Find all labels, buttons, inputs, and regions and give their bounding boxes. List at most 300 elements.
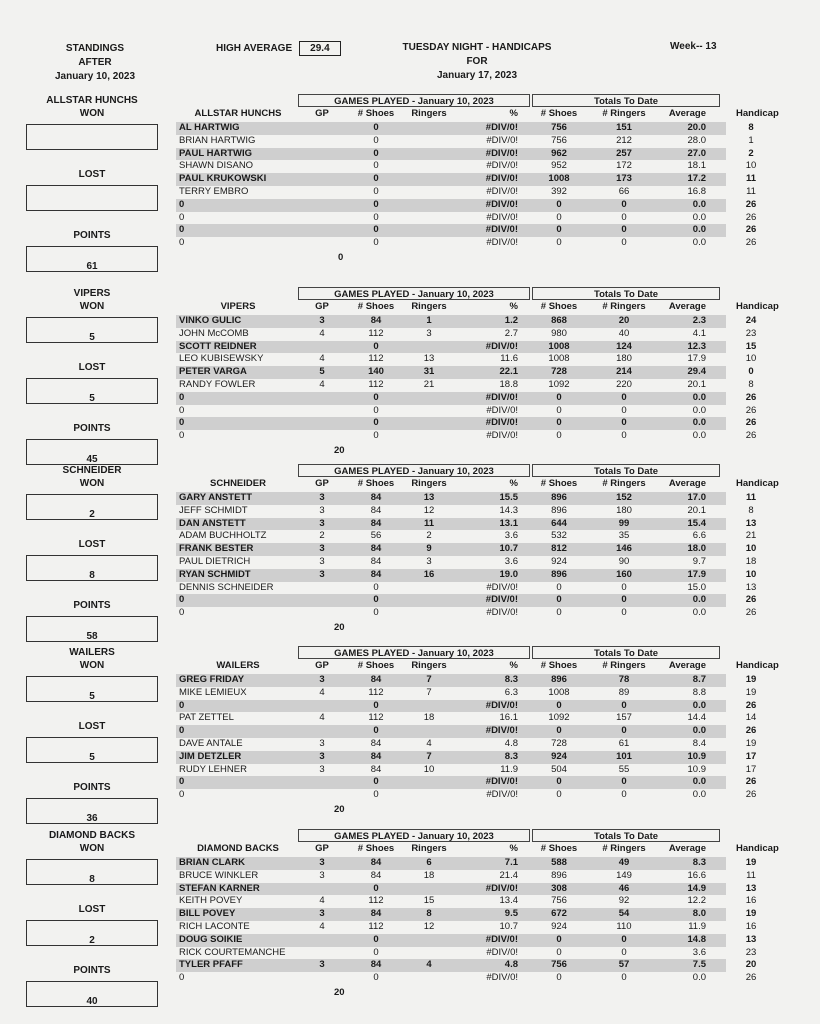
cell-name: 0 xyxy=(179,972,185,984)
cell-t_ringers: 46 xyxy=(618,882,630,894)
cell-t_shoes: 0 xyxy=(556,237,562,249)
shoes-header: # Shoes xyxy=(357,843,395,854)
cell-pct: #DIV/0! xyxy=(486,946,518,958)
cell-name: 0 xyxy=(179,594,185,606)
cell-hc: 18 xyxy=(745,555,757,567)
cell-shoes: 0 xyxy=(373,607,379,619)
cell-t_shoes: 924 xyxy=(551,555,567,567)
cell-shoes: 84 xyxy=(370,750,382,762)
points-label: POINTS xyxy=(73,600,111,611)
cell-t_ringers: 110 xyxy=(616,920,632,932)
cell-hc: 26 xyxy=(745,607,757,619)
cell-name: 0 xyxy=(179,776,185,788)
cell-gp: 4 xyxy=(319,712,325,724)
cell-avg: 18.0 xyxy=(687,543,706,555)
table-row xyxy=(176,674,757,687)
cell-ringers: 6 xyxy=(426,857,432,868)
cell-t_ringers: 212 xyxy=(616,134,632,146)
total-ringers-header: # Ringers xyxy=(602,843,646,854)
cell-hc: 2 xyxy=(748,147,754,159)
cell-t_shoes: 308 xyxy=(551,882,567,894)
player-rows xyxy=(176,674,772,802)
cell-t_ringers: 61 xyxy=(618,737,630,749)
cell-shoes: 112 xyxy=(368,378,384,390)
cell-t_ringers: 0 xyxy=(621,581,627,593)
cell-avg: 0.0 xyxy=(692,699,706,711)
spacer xyxy=(26,347,158,361)
points-box: 45 xyxy=(26,439,158,465)
cell-pct: #DIV/0! xyxy=(486,404,518,416)
cell-ringers: 9 xyxy=(426,543,432,555)
cell-t_ringers: 152 xyxy=(616,492,632,503)
cell-name: JIM DETZLER xyxy=(179,750,242,762)
cell-t_shoes: 1008 xyxy=(548,173,570,185)
cell-t_ringers: 214 xyxy=(616,366,632,378)
cell-hc: 26 xyxy=(745,404,757,416)
gp-total: 20 xyxy=(334,804,345,815)
cell-avg: 6.6 xyxy=(692,530,706,542)
cell-t_shoes: 812 xyxy=(551,543,567,555)
cell-avg: 10.9 xyxy=(687,750,706,762)
cell-t_ringers: 20 xyxy=(618,315,630,326)
cell-t_shoes: 0 xyxy=(556,198,562,210)
cell-name: PETER VARGA xyxy=(179,366,247,378)
cell-avg: 0.0 xyxy=(692,972,706,984)
cell-name: 0 xyxy=(179,391,185,403)
team-section xyxy=(0,287,820,477)
cell-pct: 3.6 xyxy=(504,530,518,542)
spacer xyxy=(26,215,158,229)
cell-shoes: 56 xyxy=(370,530,382,542)
lost-box: 5 xyxy=(26,378,158,404)
team-name-label: DIAMOND BACKS xyxy=(48,830,136,841)
cell-t_shoes: 672 xyxy=(551,908,567,920)
cell-avg: 0.0 xyxy=(692,417,706,429)
cell-hc: 23 xyxy=(745,327,757,339)
team-standings xyxy=(26,94,158,276)
cell-avg: 17.9 xyxy=(687,353,706,365)
cell-avg: 14.4 xyxy=(687,712,706,724)
cell-name: PAUL KRUKOWSKI xyxy=(179,173,267,185)
cell-avg: 7.5 xyxy=(692,959,706,971)
cell-t_shoes: 504 xyxy=(551,763,567,775)
average-header: Average xyxy=(668,301,706,312)
cell-ringers: 21 xyxy=(423,378,435,390)
cell-hc: 26 xyxy=(745,776,757,788)
column-headers xyxy=(176,108,779,121)
cell-avg: 29.4 xyxy=(687,366,706,378)
cell-ringers: 4 xyxy=(426,737,432,749)
cell-ringers: 12 xyxy=(423,920,435,932)
cell-name: RICK COURTEMANCHE xyxy=(179,946,286,958)
cell-avg: 0.0 xyxy=(692,430,706,442)
player-rows xyxy=(176,315,772,443)
cell-t_ringers: 0 xyxy=(621,699,627,711)
spacer xyxy=(26,154,158,168)
cell-t_shoes: 1008 xyxy=(548,353,570,365)
cell-shoes: 84 xyxy=(370,857,382,868)
cell-name: DAN ANSTETT xyxy=(179,517,246,529)
cell-name: DENNIS SCHNEIDER xyxy=(179,581,274,593)
cell-ringers: 3 xyxy=(426,327,432,339)
cell-shoes: 0 xyxy=(373,972,379,984)
cell-shoes: 0 xyxy=(373,430,379,442)
cell-shoes: 0 xyxy=(373,404,379,416)
cell-pct: #DIV/0! xyxy=(485,699,518,711)
pct-header: % xyxy=(509,478,518,489)
cell-pct: #DIV/0! xyxy=(486,160,518,172)
cell-pct: #DIV/0! xyxy=(486,972,518,984)
shoes-header: # Shoes xyxy=(357,301,395,312)
cell-hc: 26 xyxy=(745,725,757,737)
cell-t_shoes: 896 xyxy=(551,492,567,503)
cell-t_ringers: 35 xyxy=(618,530,630,542)
cell-ringers: 1 xyxy=(426,315,432,326)
cell-t_ringers: 146 xyxy=(616,543,632,555)
team-column-header: VIPERS xyxy=(220,301,256,312)
standings-date: January 10, 2023 xyxy=(54,71,136,82)
total-shoes-header: # Shoes xyxy=(540,660,578,671)
won-label: WON xyxy=(79,478,105,489)
table-row xyxy=(176,327,757,341)
cell-name: BRIAN HARTWIG xyxy=(179,134,256,146)
cell-pct: #DIV/0! xyxy=(485,173,518,185)
column-headers xyxy=(176,660,779,673)
games-played-header: GAMES PLAYED - January 10, 2023 xyxy=(298,464,530,477)
team-section xyxy=(0,646,820,836)
cell-t_ringers: 0 xyxy=(621,224,627,236)
cell-avg: 0.0 xyxy=(692,224,706,236)
cell-pct: 13.1 xyxy=(499,517,518,529)
cell-hc: 8 xyxy=(748,504,754,516)
spacer xyxy=(26,767,158,781)
cell-name: JOHN McCOMB xyxy=(179,327,249,339)
cell-hc: 26 xyxy=(745,594,757,606)
cell-pct: 4.8 xyxy=(504,737,518,749)
cell-name: 0 xyxy=(179,789,185,801)
cell-t_shoes: 0 xyxy=(556,607,562,619)
won-box: 5 xyxy=(26,676,158,702)
cell-name: KEITH POVEY xyxy=(179,895,243,907)
won-label: WON xyxy=(79,660,105,671)
table-row xyxy=(176,366,754,379)
cell-hc: 10 xyxy=(745,543,757,555)
lost-box xyxy=(26,185,158,211)
cell-pct: #DIV/0! xyxy=(485,776,518,788)
cell-hc: 17 xyxy=(745,750,757,762)
cell-t_ringers: 0 xyxy=(621,430,627,442)
spacer xyxy=(26,585,158,599)
cell-t_ringers: 92 xyxy=(618,895,630,907)
table-row xyxy=(176,173,757,186)
cell-shoes: 0 xyxy=(373,391,379,403)
high-average xyxy=(216,41,341,56)
table-row xyxy=(176,776,757,789)
cell-shoes: 84 xyxy=(370,908,382,920)
cell-shoes: 84 xyxy=(370,959,382,971)
cell-gp: 3 xyxy=(319,492,325,503)
cell-gp: 3 xyxy=(319,568,325,580)
table-row xyxy=(176,972,757,985)
lost-label: LOST xyxy=(78,539,106,550)
cell-gp: 3 xyxy=(319,959,325,971)
cell-hc: 26 xyxy=(745,972,757,984)
games-played-header: GAMES PLAYED - January 10, 2023 xyxy=(298,287,530,300)
spacer xyxy=(26,889,158,903)
team-name-label: WAILERS xyxy=(69,647,115,658)
cell-avg: 0.0 xyxy=(692,391,706,403)
gp-total: 0 xyxy=(338,252,344,263)
cell-ringers: 7 xyxy=(426,750,432,762)
spacer xyxy=(26,706,158,720)
cell-ringers: 31 xyxy=(423,366,435,378)
table-row xyxy=(176,378,754,392)
cell-shoes: 0 xyxy=(373,946,379,958)
table-row xyxy=(176,237,757,250)
cell-pct: #DIV/0! xyxy=(485,725,518,737)
cell-pct: 6.3 xyxy=(504,686,518,698)
cell-gp: 4 xyxy=(319,686,325,698)
gp-total: 20 xyxy=(334,622,345,633)
cell-avg: 16.8 xyxy=(687,185,706,197)
cell-t_shoes: 0 xyxy=(556,224,562,236)
cell-shoes: 112 xyxy=(368,895,384,907)
cell-shoes: 112 xyxy=(368,920,384,932)
cell-gp: 3 xyxy=(319,763,325,775)
cell-pct: 4.8 xyxy=(504,959,518,971)
cell-t_shoes: 728 xyxy=(551,366,567,378)
table-row xyxy=(176,555,757,569)
spacer xyxy=(26,408,158,422)
cell-hc: 13 xyxy=(745,882,757,894)
table-row xyxy=(176,789,757,802)
cell-gp: 3 xyxy=(319,737,325,749)
cell-shoes: 0 xyxy=(373,725,379,737)
cell-shoes: 84 xyxy=(370,869,382,881)
cell-avg: 17.0 xyxy=(687,492,706,503)
cell-avg: 8.7 xyxy=(692,674,706,685)
cell-t_ringers: 0 xyxy=(621,776,627,788)
cell-hc: 11 xyxy=(746,185,756,197)
cell-avg: 12.2 xyxy=(687,895,706,907)
cell-avg: 10.9 xyxy=(687,763,706,775)
cell-hc: 26 xyxy=(745,789,757,801)
cell-avg: 18.1 xyxy=(687,160,706,172)
cell-hc: 0 xyxy=(748,366,754,378)
cell-gp: 4 xyxy=(319,895,325,907)
cell-t_shoes: 644 xyxy=(551,517,567,529)
cell-hc: 15 xyxy=(745,340,757,352)
title-line2: January 17, 2023 xyxy=(436,70,518,81)
table-row xyxy=(176,750,757,764)
table-row xyxy=(176,857,757,870)
cell-gp: 4 xyxy=(319,920,325,932)
cell-pct: 8.3 xyxy=(504,750,518,762)
cell-t_shoes: 952 xyxy=(551,160,567,172)
cell-name: AL HARTWIG xyxy=(179,122,240,133)
cell-hc: 26 xyxy=(745,699,757,711)
team-column-header: SCHNEIDER xyxy=(210,478,266,489)
cell-gp: 3 xyxy=(319,315,325,326)
lost-box: 5 xyxy=(26,737,158,763)
cell-t_ringers: 0 xyxy=(621,789,627,801)
cell-shoes: 0 xyxy=(373,211,379,223)
cell-avg: 17.2 xyxy=(687,173,706,185)
cell-name: TERRY EMBRO xyxy=(179,185,249,197)
pct-header: % xyxy=(509,660,518,671)
average-header: Average xyxy=(668,478,706,489)
cell-pct: 3.6 xyxy=(504,555,518,567)
cell-name: 0 xyxy=(179,699,185,711)
table-row xyxy=(176,607,757,620)
cell-pct: #DIV/0! xyxy=(486,430,518,442)
cell-avg: 8.0 xyxy=(692,908,706,920)
table-row xyxy=(176,404,757,418)
cell-pct: #DIV/0! xyxy=(485,594,518,606)
cell-shoes: 84 xyxy=(370,543,382,555)
cell-hc: 23 xyxy=(745,946,757,958)
cell-t_ringers: 57 xyxy=(618,959,630,971)
cell-avg: 0.0 xyxy=(692,198,706,210)
cell-pct: #DIV/0! xyxy=(486,237,518,249)
cell-t_ringers: 66 xyxy=(618,185,630,197)
total-shoes-header: # Shoes xyxy=(540,301,578,312)
cell-t_shoes: 0 xyxy=(556,972,562,984)
cell-name: RANDY FOWLER xyxy=(179,378,256,390)
cell-avg: 0.0 xyxy=(692,776,706,788)
cell-shoes: 0 xyxy=(373,594,379,606)
cell-pct: 11.6 xyxy=(500,353,518,365)
cell-t_shoes: 896 xyxy=(551,504,567,516)
lost-box: 2 xyxy=(26,920,158,946)
cell-t_ringers: 151 xyxy=(616,122,632,133)
cell-name: SHAWN DISANO xyxy=(179,160,254,172)
total-ringers-header: # Ringers xyxy=(602,478,646,489)
team-section xyxy=(0,464,820,654)
cell-t_shoes: 0 xyxy=(556,725,562,737)
cell-t_shoes: 728 xyxy=(551,737,567,749)
cell-hc: 14 xyxy=(745,712,757,724)
ringers-header: Ringers xyxy=(411,478,447,489)
table-row xyxy=(176,492,757,505)
cell-avg: 20.0 xyxy=(687,122,706,133)
handicap-header: Handicap xyxy=(736,301,779,312)
won-box xyxy=(26,124,158,150)
standings-line2: AFTER xyxy=(78,57,112,68)
cell-pct: #DIV/0! xyxy=(485,224,518,236)
cell-shoes: 0 xyxy=(373,122,379,133)
cell-t_ringers: 257 xyxy=(616,147,632,159)
cell-hc: 10 xyxy=(745,353,757,365)
cell-shoes: 0 xyxy=(373,198,379,210)
cell-shoes: 0 xyxy=(373,160,379,172)
team-section xyxy=(0,829,820,1019)
cell-pct: 16.1 xyxy=(499,712,518,724)
table-row xyxy=(176,430,757,443)
cell-avg: 27.0 xyxy=(687,147,706,159)
cell-pct: #DIV/0! xyxy=(485,198,518,210)
cell-t_ringers: 0 xyxy=(621,933,627,945)
cell-avg: 3.6 xyxy=(692,946,706,958)
cell-shoes: 140 xyxy=(368,366,384,378)
cell-t_ringers: 0 xyxy=(621,237,627,249)
cell-t_ringers: 172 xyxy=(616,160,632,172)
cell-hc: 19 xyxy=(745,686,757,698)
games-played-header: GAMES PLAYED - January 10, 2023 xyxy=(298,94,530,107)
cell-pct: 9.5 xyxy=(504,908,518,920)
cell-t_shoes: 896 xyxy=(551,568,567,580)
cell-name: BRIAN CLARK xyxy=(179,857,245,868)
cell-pct: 2.7 xyxy=(504,327,518,339)
team-name-label: SCHNEIDER xyxy=(62,465,122,476)
cell-hc: 13 xyxy=(745,517,757,529)
cell-name: 0 xyxy=(179,198,185,210)
cell-t_shoes: 0 xyxy=(556,946,562,958)
cell-avg: 11.9 xyxy=(688,920,706,932)
high-average-value: 29.4 xyxy=(299,41,341,56)
handicap-header: Handicap xyxy=(736,478,779,489)
table-row xyxy=(176,417,757,430)
cell-pct: 7.1 xyxy=(504,857,518,868)
total-shoes-header: # Shoes xyxy=(540,843,578,854)
cell-ringers: 7 xyxy=(426,686,432,698)
cell-name: BILL POVEY xyxy=(179,908,236,920)
cell-shoes: 84 xyxy=(370,763,382,775)
total-ringers-header: # Ringers xyxy=(602,108,646,119)
cell-t_shoes: 1092 xyxy=(548,712,570,724)
cell-t_ringers: 55 xyxy=(618,763,630,775)
handicap-header: Handicap xyxy=(736,660,779,671)
cell-hc: 26 xyxy=(745,237,757,249)
cell-t_shoes: 0 xyxy=(556,430,562,442)
cell-ringers: 3 xyxy=(426,555,432,567)
cell-hc: 1 xyxy=(748,134,754,146)
column-headers xyxy=(176,478,779,491)
cell-t_shoes: 1008 xyxy=(548,340,570,352)
cell-name: RYAN SCHMIDT xyxy=(179,568,251,580)
table-row xyxy=(176,543,757,556)
table-row xyxy=(176,517,757,531)
cell-shoes: 112 xyxy=(368,686,384,698)
cell-name: VINKO GULIC xyxy=(179,315,242,326)
cell-avg: 0.0 xyxy=(692,594,706,606)
cell-t_shoes: 0 xyxy=(556,594,562,606)
cell-gp: 4 xyxy=(319,327,325,339)
lost-box: 8 xyxy=(26,555,158,581)
handicap-header: Handicap xyxy=(736,108,779,119)
cell-avg: 4.1 xyxy=(692,327,706,339)
cell-pct: 1.2 xyxy=(504,315,518,326)
gp-total: 20 xyxy=(334,987,345,998)
cell-t_shoes: 1092 xyxy=(548,378,570,390)
cell-avg: 2.3 xyxy=(692,315,706,326)
cell-shoes: 0 xyxy=(373,417,379,429)
cell-pct: 10.7 xyxy=(499,543,518,555)
cell-name: DAVE ANTALE xyxy=(179,737,243,749)
cell-gp: 3 xyxy=(319,674,325,685)
gp-header: GP xyxy=(315,660,329,671)
cell-avg: 8.8 xyxy=(692,686,706,698)
cell-name: RUDY LEHNER xyxy=(179,763,247,775)
cell-t_shoes: 980 xyxy=(551,327,567,339)
cell-hc: 19 xyxy=(745,737,757,749)
cell-name: MIKE LEMIEUX xyxy=(179,686,247,698)
cell-t_shoes: 0 xyxy=(556,391,562,403)
cell-shoes: 112 xyxy=(368,712,384,724)
table-row xyxy=(176,530,757,543)
table-row xyxy=(176,699,757,713)
cell-shoes: 0 xyxy=(373,173,379,185)
